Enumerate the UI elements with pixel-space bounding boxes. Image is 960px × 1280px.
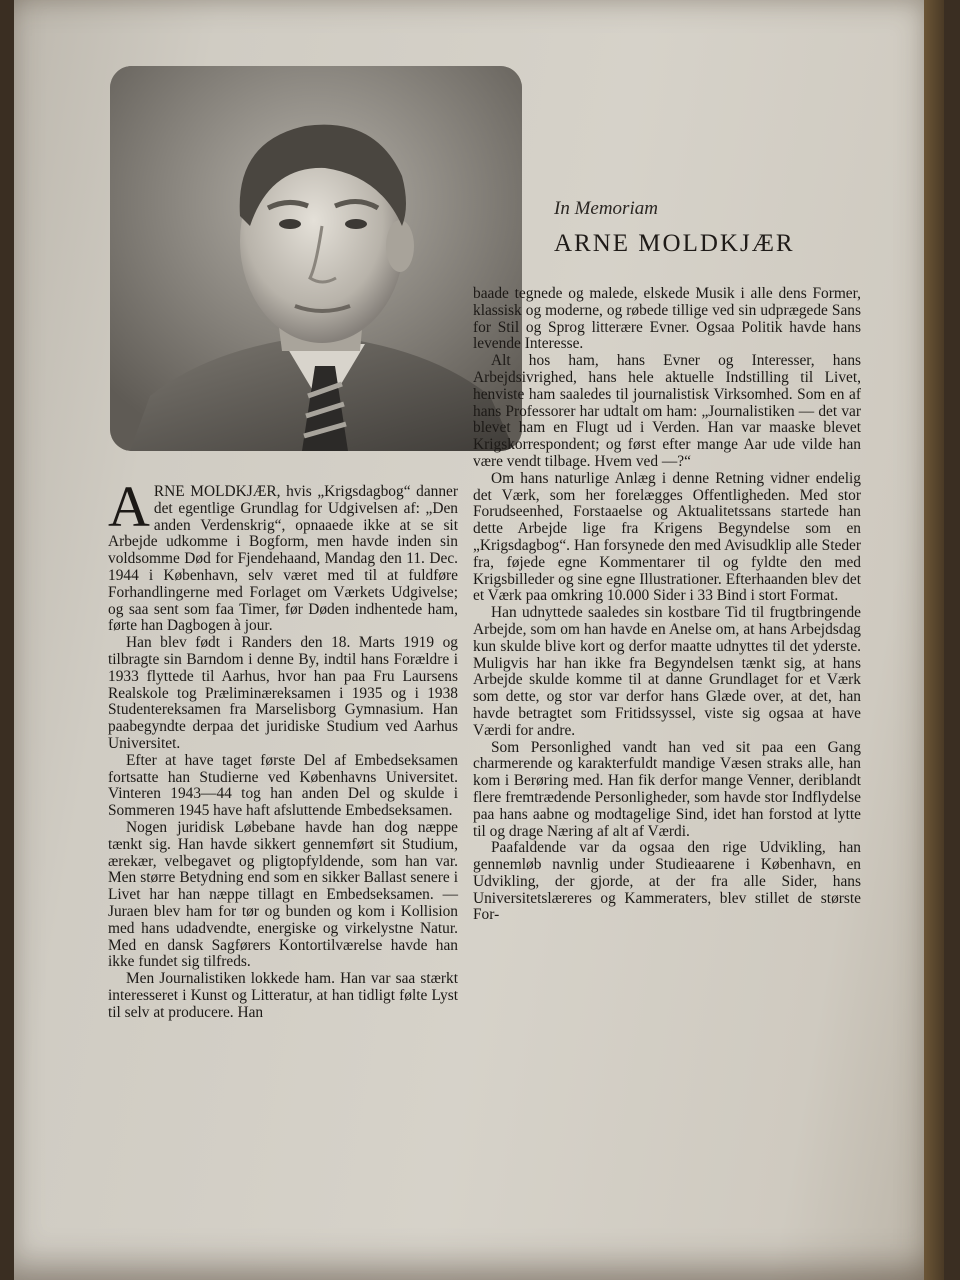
portrait-photo: [110, 66, 522, 451]
paragraph: Om hans naturlige Anlæg i denne Retning vidner endelig det Værk, som her forelægges Offentligheden. Med stor Forudseenhed, Forstaaelse og Aktualitetssans startede han dette Arbejde lige fra Krigens Begyndelse som en „Krigsdagbog“. Han forsynede den med Avisudklip alle Steder fra, føjede egne Kommentarer til og fyldte den med Krigsbilleder og sine egne Illustrationer. Efterhaanden blev det et Værk paa omkring 10.000 Sider i 33 Bind i stort Format.: [473, 469, 861, 605]
book-page: [14, 0, 944, 1280]
paragraph: [108, 474, 458, 635]
paragraph: baade tegnede og malede, elskede Musik i alle dens Former, klassisk og moderne, og røbede tillige ved sin udprægede Sans for Stil og Sprog litterære Evner. Ogsaa Politik havde hans levende Interesse.: [473, 285, 861, 353]
paragraph-text: RNE MOLDKJÆR, hvis „Krigsdagbog“ danner det egentlige Grundlag for Udgivelsen af: „Den anden Verdenskrig“, opnaaede ikke at se sit Arbejde udkomme i Bogform, men havde inden sin voldsomme Død for Fjendehaand, Mandag den 11. Dec. 1944 i København, selv været med til at fuldføre Forhandlingerne med Forlaget om Værkets Udgivelse; og saa sent som faa Timer, før Døden indhentede ham, førte han Dagbogen à jour.: [108, 483, 458, 635]
paragraph: Paafaldende var da ogsaa den rige Udvikling, han gennemløb navnlig under Studieaarene i København, en Udvikling, der gjorde, at der fra alle Sider, hans Universitetslæreres og Kammeraters, blev stillet de største For-: [473, 839, 861, 924]
left-text-column: [108, 474, 458, 1022]
paragraph: Men Journalistiken lokkede ham. Han var saa stærkt interesseret i Kunst og Litteratur, at han tidligt følte Lyst til selv at producere. Han: [108, 970, 458, 1021]
paragraph: Som Personlighed vandt han ved sit paa een Gang charmerende og karakterfuldt mandige Væsen straks alle, han kom i Berøring med. Han fik derfor mange Venner, deriblandt flere fremtrædende Personligheder, som havde stor Indflydelse paa hans aabne og modtagelige Sind, idet han forstod at lytte til og drage Næring af alt af Værdi.: [473, 738, 861, 840]
paragraph: Han blev født i Randers den 18. Marts 1919 og tilbragte sin Barndom i denne By, indtil hans Forældre i 1933 flyttede til Aarhus, hvor han paa Fru Laursens Realskole tog Præliminæreksamen i 1935 og i 1938 Studentereksamen fra Marselisborg Gymnasium. Han paabegyndte derpaa det juridiske Studium ved Aarhus Universitet.: [108, 634, 458, 752]
paragraph: Han udnyttede saaledes sin kostbare Tid til frugtbringende Arbejde, som om han havde en Anelse om, at hans Arbejdsdag kun skulde blive kort og derfor maatte udnyttes til det yderste. Muligvis har han ikke fra Begyndelsen tænkt sig, at hans Arbejde skulde komme til at danne Grundlaget for et Værk som dette, og stor var derfor hans Glæde over, at det, han havde betragtet som Fritidssyssel, viste sig ogsaa at have Værdi for andre.: [473, 604, 861, 739]
heading-kicker: In Memoriam: [554, 198, 658, 219]
portrait-illustration: [110, 66, 522, 451]
heading-name: ARNE MOLDKJÆR: [554, 230, 795, 257]
book-edge: [924, 0, 944, 1280]
paragraph: Efter at have taget første Del af Embedseksamen fortsatte han Studierne ved Københavns Universitet. Vinteren 1943—44 tog han anden Del og skulde i Sommeren 1945 have haft afsluttende Embedseksamen.: [108, 751, 458, 820]
paragraph: Alt hos ham, hans Evner og Interesser, hans Arbejdsivrighed, hans hele aktuelle Indstilling til Livet, henviste ham saaledes til journalistisk Virksomhed. Som en af hans Professorer har udtalt om ham: „Journalistiken — det var blevet ham en Flugt ud i Verden. Han var maaske blevet Krigskorrespondent; og først efter mange Aar ude vilde han være vendt tilbage. Hvem ved —?“: [473, 352, 861, 470]
right-text-column: [473, 286, 861, 924]
paragraph: Nogen juridisk Løbebane havde han dog næppe tænkt sig. Han havde sikkert gennemført sit Studium, ærekær, velbegavet og pligtopfyldende, som han var. Men større Betydning end som en sikker Ballast senere i Livet har han næppe tillagt en Embedseksamen. — Juraen blev ham for tør og bunden og kom i Kollision med hans udadvendte, energiske og virkelystne Natur. Med en dansk Sagførers Kontortilværelse havde han ikke fundet sig tilfreds.: [108, 818, 458, 971]
dropcap: A: [108, 474, 150, 539]
